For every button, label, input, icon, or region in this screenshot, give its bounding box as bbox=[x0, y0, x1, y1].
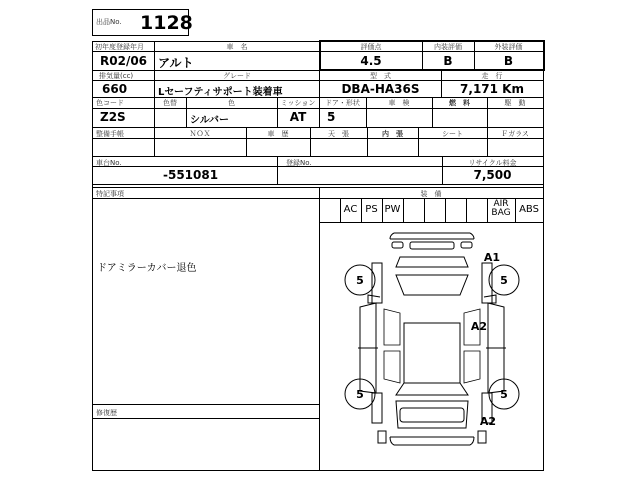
lot-number: 1128 bbox=[140, 12, 193, 34]
cc-label: 排気量(cc) bbox=[99, 72, 134, 80]
grade-label: グレード bbox=[223, 72, 251, 80]
car-diagram bbox=[320, 223, 543, 470]
door-value: 5 bbox=[327, 110, 336, 124]
color-code-label: 色コード bbox=[96, 99, 124, 107]
score-value: 4.5 bbox=[360, 54, 382, 68]
color-label: 色 bbox=[228, 99, 235, 107]
mileage-value: 7,171 Km bbox=[460, 82, 524, 96]
repair-label: 修復歴 bbox=[96, 409, 117, 417]
glass-label: Ｆガラス bbox=[501, 130, 529, 138]
tire-mark-rl: 5 bbox=[356, 388, 364, 401]
name-value: アルト bbox=[158, 56, 194, 70]
equip-ac: AC bbox=[343, 204, 358, 215]
fuel-label: 燃 料 bbox=[449, 99, 470, 107]
interior-label: 内装評価 bbox=[434, 43, 462, 51]
mission-label: ミッション bbox=[280, 99, 316, 107]
cc-value: 660 bbox=[102, 82, 128, 96]
manual-label: 整備手帳 bbox=[96, 130, 124, 138]
score-label: 評価点 bbox=[360, 43, 382, 51]
equip-abs: ABS bbox=[519, 204, 539, 215]
notes-label: 特記事項 bbox=[96, 190, 124, 198]
lot-label: 出品No. bbox=[96, 18, 122, 26]
equip-ps: PS bbox=[365, 204, 378, 215]
year-value: R02/06 bbox=[100, 54, 148, 68]
recycle-value: 7,500 bbox=[473, 168, 512, 182]
model-label: 型 式 bbox=[370, 72, 391, 80]
roof-label: 天 張 bbox=[328, 130, 349, 138]
damage-mark-a1: A1 bbox=[483, 251, 501, 264]
drive-label: 駆 動 bbox=[504, 99, 526, 107]
color-code-value: Z2S bbox=[100, 110, 126, 124]
damage-mark-a2-rear: A2 bbox=[479, 415, 497, 428]
chassis-value: -551081 bbox=[163, 168, 219, 182]
model-value: DBA-HA36S bbox=[341, 82, 420, 96]
door-label: ドア・形状 bbox=[325, 99, 360, 107]
grade-value: Lセーフティサポート装着車 bbox=[158, 87, 283, 98]
name-label: 車 名 bbox=[226, 43, 248, 51]
history-label: 車 歴 bbox=[267, 130, 289, 138]
interior-value: B bbox=[443, 54, 453, 68]
color-value: シルバー bbox=[190, 115, 230, 126]
equip-pw: PW bbox=[384, 204, 401, 215]
tire-mark-fr: 5 bbox=[500, 274, 508, 287]
nox-label: ＮＯＸ bbox=[189, 130, 211, 138]
lining-label: 内 張 bbox=[382, 130, 403, 138]
reg-label: 登録No. bbox=[286, 159, 312, 167]
color-type-label: 色替 bbox=[163, 99, 177, 107]
inspection-label: 車 検 bbox=[388, 99, 410, 107]
notes-text: ドアミラーカバー退色 bbox=[97, 263, 197, 274]
exterior-label: 外装評価 bbox=[494, 43, 523, 51]
equipment-label: 装 備 bbox=[420, 190, 442, 198]
year-label: 初年度登録年月 bbox=[95, 43, 144, 51]
chassis-label: 車台No. bbox=[96, 159, 122, 167]
seat-label: シート bbox=[442, 130, 463, 138]
damage-mark-a2-side: A2 bbox=[470, 320, 488, 333]
tire-mark-fl: 5 bbox=[356, 274, 364, 287]
exterior-value: B bbox=[503, 54, 514, 68]
mileage-label: 走 行 bbox=[481, 72, 503, 80]
recycle-label: リサイクル料金 bbox=[468, 159, 517, 167]
equip-airbag: AIR BAG bbox=[491, 199, 511, 218]
tire-mark-rr: 5 bbox=[500, 388, 508, 401]
mission-value: AT bbox=[289, 110, 307, 124]
